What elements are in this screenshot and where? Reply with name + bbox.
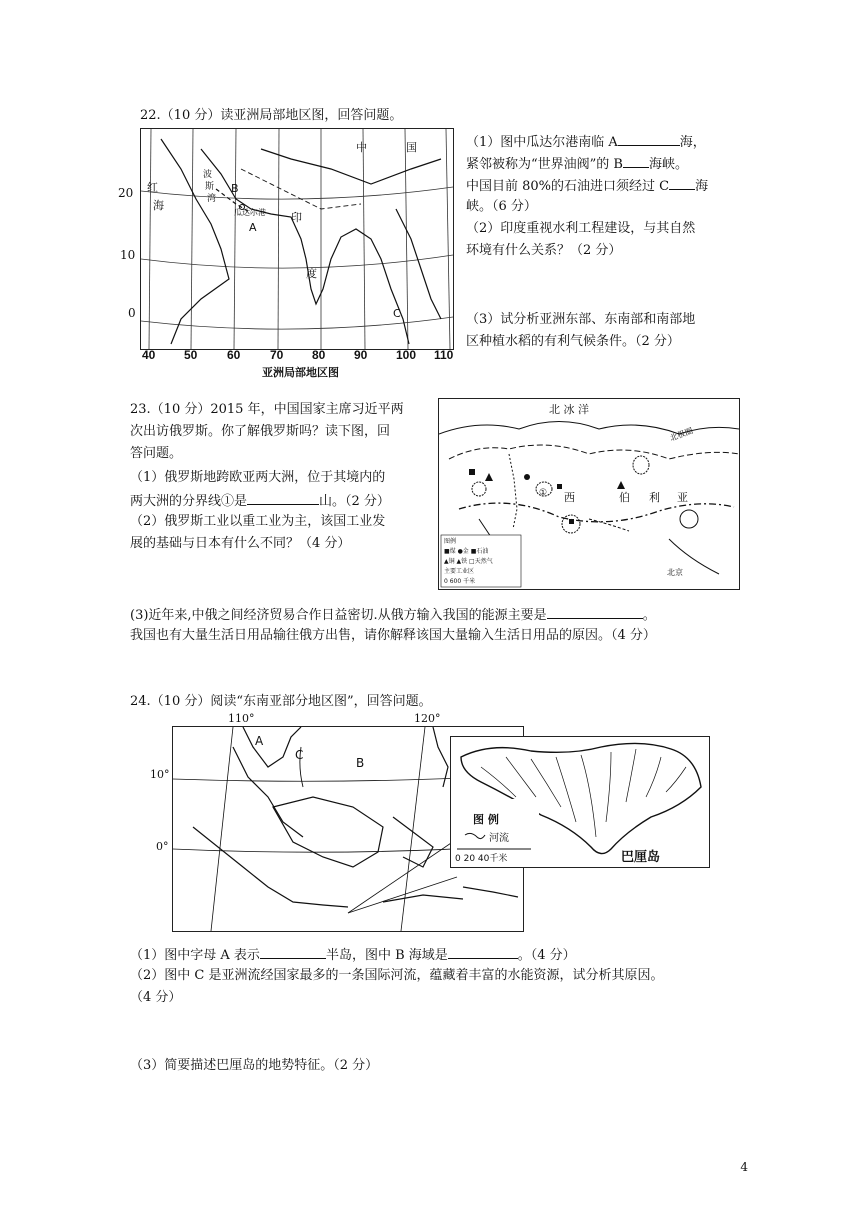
bali-island-label: 巴厘岛 (621, 850, 661, 865)
q22-p1d: 海峡。 (648, 157, 688, 172)
q22-part1-line3 (466, 175, 708, 197)
q23-blank-mountain[interactable] (247, 490, 319, 505)
russia-map-beijing: 北京 (667, 568, 683, 577)
x-tick: 80 (312, 348, 326, 362)
russia-map-boundary-1: ① (539, 488, 548, 498)
russia-map-legend (441, 535, 521, 587)
q22-p3b: 区种植水稻的有利气候条件。（2 分） (466, 334, 680, 349)
map-label-china-2: 国 (406, 141, 417, 154)
q22-blank-A[interactable] (618, 131, 680, 146)
q23-p1a: （1）俄罗斯地跨欧亚两大洲，位于其境内的 (130, 470, 386, 485)
bali-scale: 0 20 40千米 (455, 854, 508, 864)
russia-legend-scale: 0 600 千米 (444, 578, 476, 585)
map-label-india-1: 印 (291, 211, 302, 224)
q22-part1-line1 (466, 131, 706, 153)
q22-p1g: 峡。（6 分） (466, 199, 537, 214)
russia-map-ocean: 北 冰 洋 (549, 403, 589, 416)
q24-blank-sea[interactable] (448, 944, 518, 959)
q24-p3: （3）简要描述巴厘岛的地势特征。（2 分） (130, 1058, 379, 1073)
asia-partial-map (140, 128, 454, 350)
y-tick-20: 20 (118, 186, 134, 200)
q24-p2a: （2）图中 C 是亚洲流经国家最多的一条国际河流，蕴藏着丰富的水能资源，试分析其原因。 (130, 968, 664, 983)
russia-map-arctic-circle: 北极圈 (668, 426, 695, 443)
x-tick: 110 (434, 348, 454, 362)
q22-p1e: 中国目前 80%的石油进口须经过 C (466, 179, 670, 194)
russia-legend-title: 图例 (444, 538, 457, 545)
q22-heading: 22.（10 分）读亚洲局部地区图，回答问题。 (140, 108, 403, 123)
x-tick: 90 (354, 348, 368, 362)
q23-p2a: （2）俄罗斯工业以重工业为主，该国工业发 (130, 514, 386, 529)
q23-blank-energy[interactable] (547, 604, 643, 619)
map-label-gulf-1: 波 (203, 170, 213, 180)
q24-p1a: （1）图中字母 A 表示 (130, 948, 260, 963)
map-label-china-1: 中 (356, 141, 367, 154)
map-label-B: B (231, 182, 239, 195)
map-label-gwadar: 瓜达尔港 (234, 208, 266, 217)
q24-part1 (130, 944, 576, 966)
q23-p3b: 。 (642, 608, 656, 623)
russia-map (438, 398, 740, 590)
bali-map-drawing (451, 737, 709, 867)
q23-p3c: 我国也有大量生活日用品输往俄方出售，请你解释该国大量输入生活日用品的原因。（4 分） (130, 628, 656, 643)
map-label-india-2: 度 (306, 267, 317, 280)
x-tick: 100 (396, 348, 417, 362)
q22-p1b: 海， (679, 135, 706, 150)
q22-part1-line2 (466, 153, 688, 175)
map-label-A: A (249, 221, 257, 234)
russia-map-siberia-3: 利 (649, 491, 660, 504)
map-label-C: C (393, 307, 401, 320)
q24-p2b: （4 分） (130, 990, 182, 1005)
q23-part1-line2 (130, 490, 390, 512)
russia-map-siberia-4: 亚 (677, 491, 688, 504)
q23-p1b: 两大洲的分界线①是 (130, 494, 248, 509)
q22-p1a: （1）图中瓜达尔港南临 A (466, 135, 618, 150)
sea-map-label-A: A (255, 734, 264, 748)
map-label-red-1: 红 (147, 181, 158, 194)
russia-legend-row1: ■煤 ●金 ■石油 (444, 548, 489, 555)
q23-p2b: 展的基础与日本有什么不同？（4 分） (130, 536, 351, 551)
x-tick: 60 (227, 348, 241, 362)
x-tick: 40 (142, 348, 156, 362)
q23-line3: 答问题。 (130, 446, 183, 461)
q23-p3a: (3)近年来,中俄之间经济贸易合作日益密切.从俄方输入我国的能源主要是 (130, 608, 547, 623)
q22-p2a: （2）印度重视水利工程建设，与其自然 (466, 221, 696, 236)
q24-heading: 24.（10 分）阅读“东南亚部分地区图”，回答问题。 (130, 694, 432, 709)
russia-legend-row3: 主要工业区 (444, 568, 475, 575)
map-label-gulf-3: 湾 (207, 194, 217, 204)
q24-lon-110: 110° (228, 712, 255, 725)
q24-lat-0: 0° (156, 840, 169, 853)
y-tick-0: 0 (128, 306, 136, 320)
russia-legend-row2: ▲铜 ▲铁 □天然气 (444, 558, 493, 565)
q23-line1: 23.（10 分）2015 年，中国国家主席习近平两 (130, 402, 404, 417)
q22-p2b: 环境有什么关系？（2 分） (466, 243, 622, 258)
bali-legend-river: 河流 (489, 833, 509, 844)
page-number: 4 (740, 1160, 748, 1174)
sea-map-label-B: B (356, 756, 365, 770)
q23-part3-line1 (130, 604, 656, 626)
bali-legend-title: 图 例 (473, 813, 499, 826)
q24-lon-120: 120° (414, 712, 441, 725)
q23-p1c: 山。（2 分） (319, 494, 390, 509)
q24-blank-peninsula[interactable] (260, 944, 326, 959)
q22-p3a: （3）试分析亚洲东部、东南部和南部地 (466, 312, 696, 327)
q22-blank-C[interactable] (669, 175, 695, 190)
russia-map-siberia-1: 西 (564, 491, 575, 504)
bali-island-map (450, 736, 710, 868)
map-label-gulf-2: 斯 (205, 182, 215, 192)
q22-p1c: 紧邻被称为“世界油阀”的 B (466, 157, 623, 172)
q22-p1f: 海 (695, 179, 709, 194)
x-tick: 50 (184, 348, 198, 362)
q24-lat-10: 10° (150, 768, 170, 781)
q24-p1b: 半岛，图中 B 海域是 (325, 948, 448, 963)
q23-line2: 次出访俄罗斯。你了解俄罗斯吗？读下图，回 (130, 424, 391, 439)
y-tick-10: 10 (120, 248, 136, 262)
asia-map-caption: 亚洲局部地区图 (262, 367, 339, 379)
russia-map-drawing (439, 399, 739, 589)
q22-blank-B[interactable] (623, 153, 649, 168)
sea-map-label-C: C (295, 748, 304, 762)
asia-map-drawing (141, 129, 453, 349)
q24-p1c: 。（4 分） (517, 948, 576, 963)
russia-map-siberia-2: 伯 (619, 491, 630, 504)
map-label-red-2: 海 (153, 199, 164, 212)
x-tick: 70 (270, 348, 284, 362)
